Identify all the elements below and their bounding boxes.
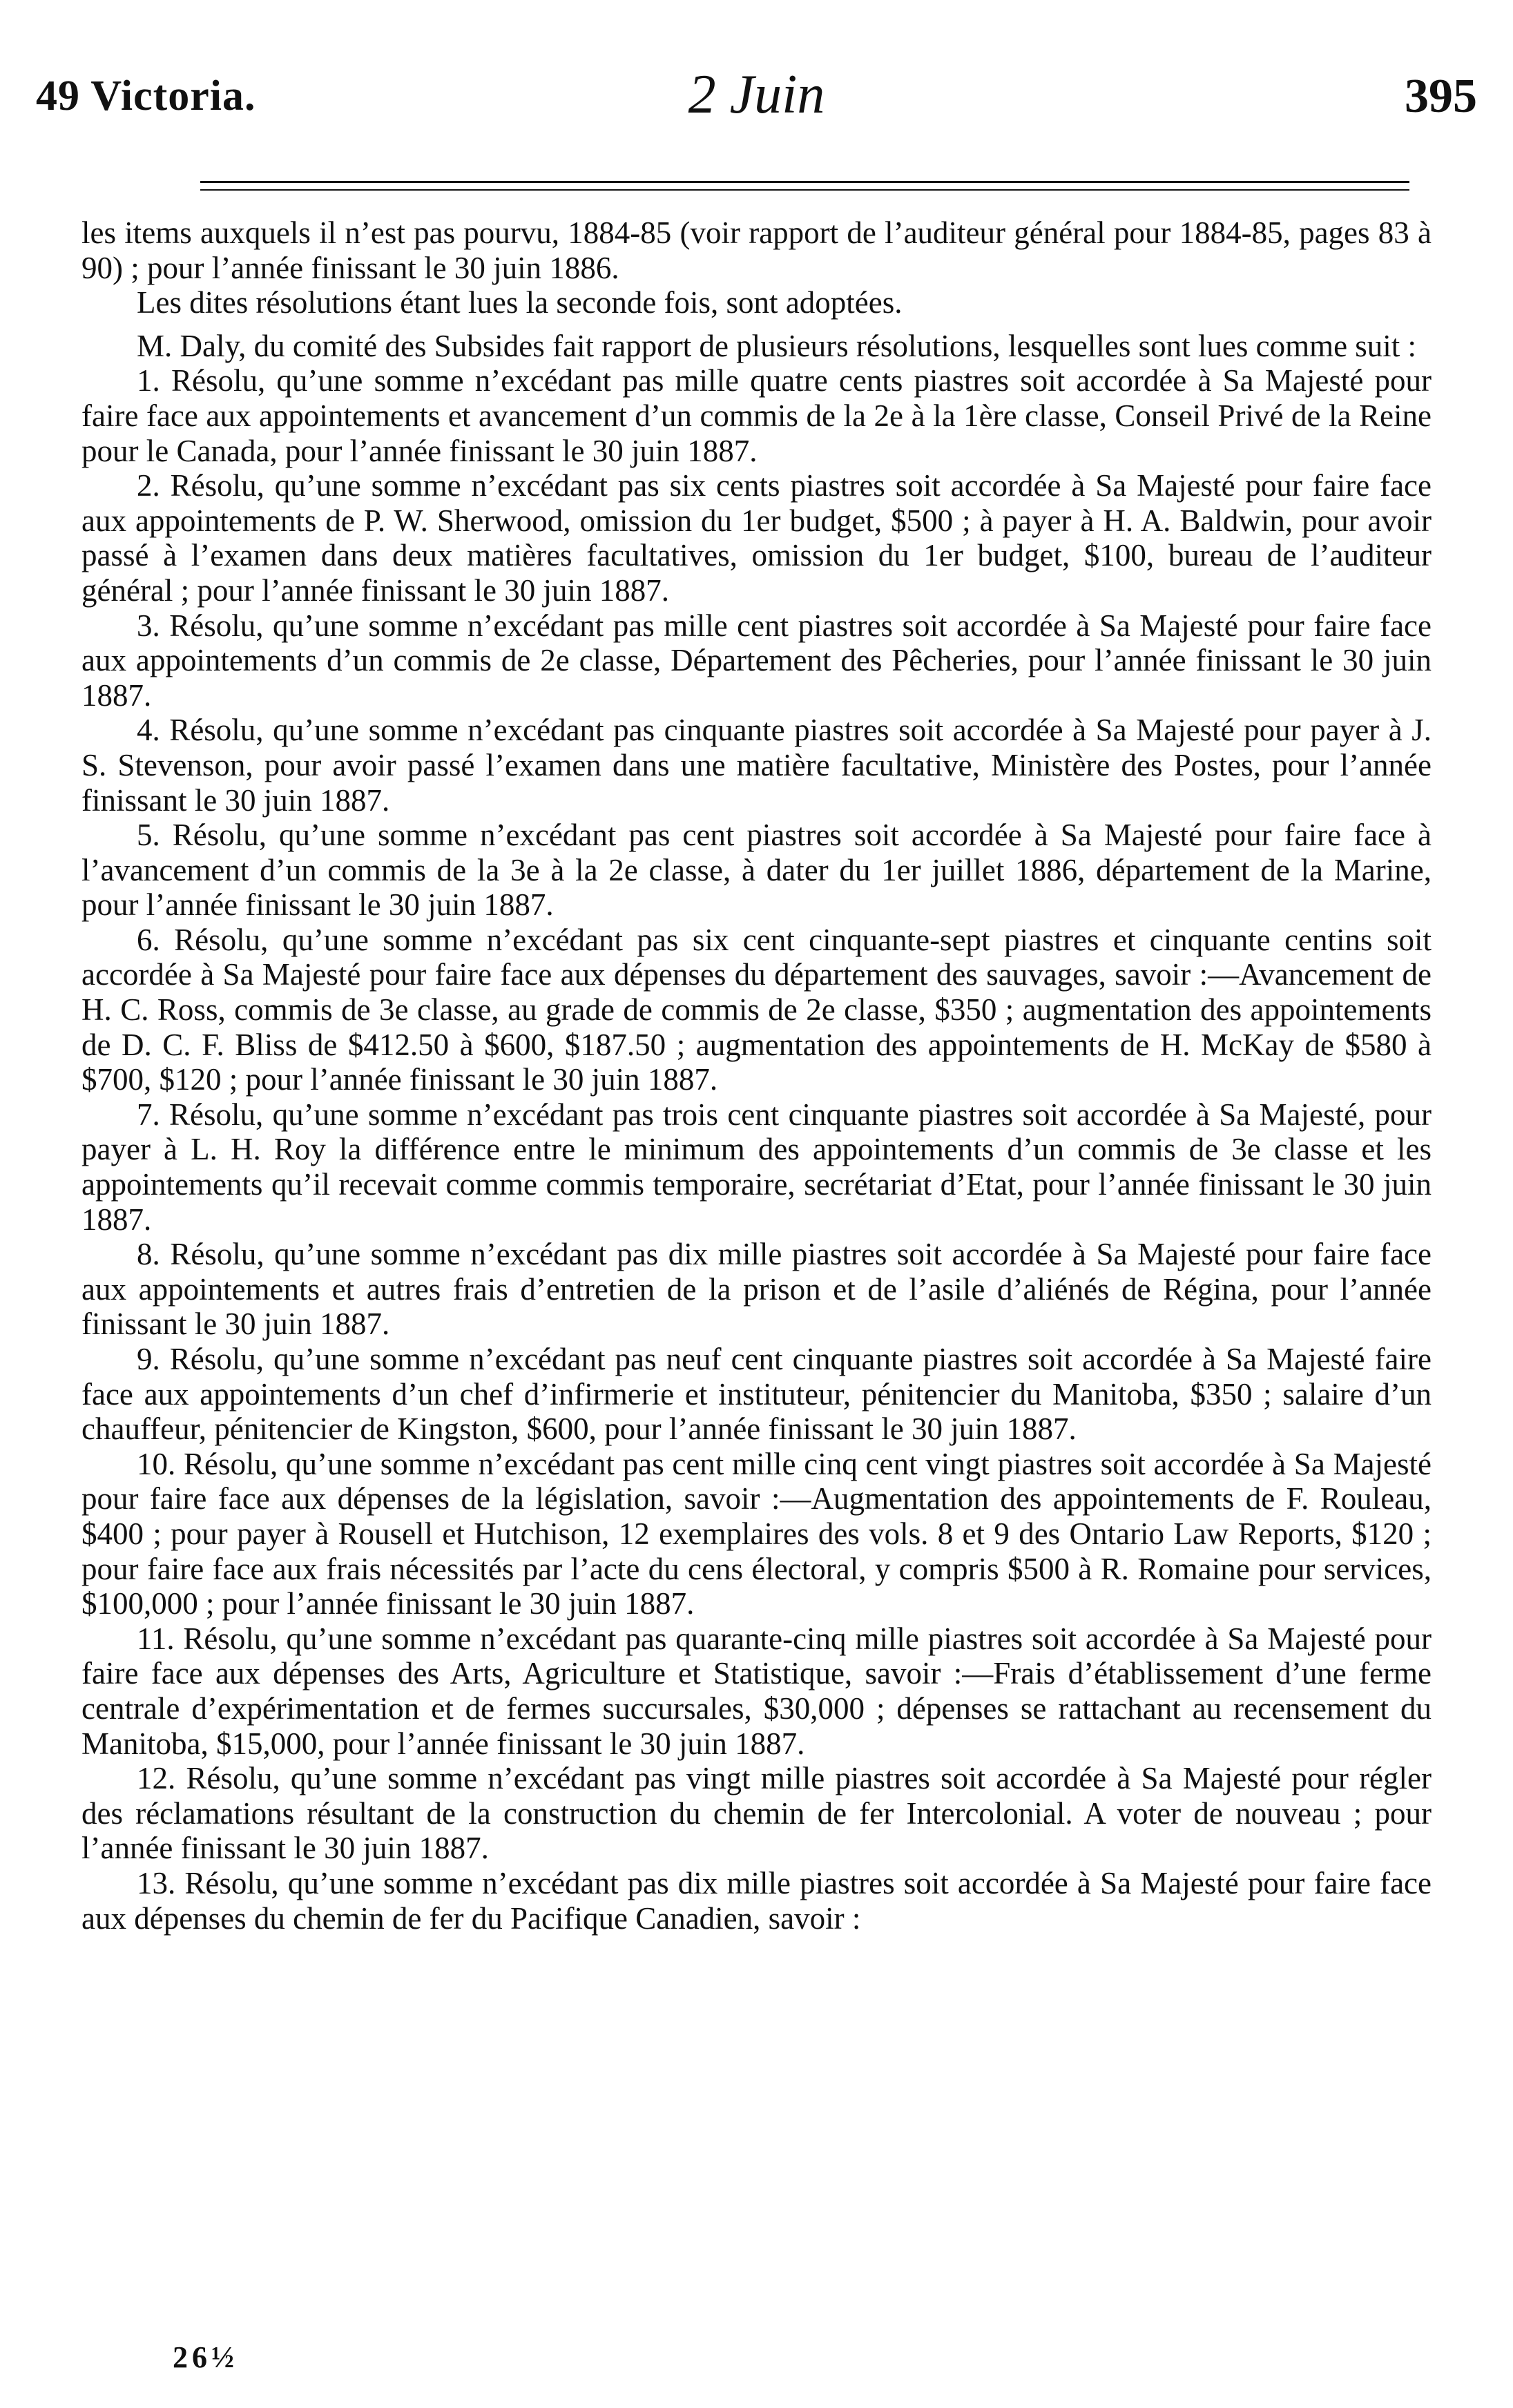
resolution-5: 5. Résolu, qu’une somme n’excédant pas cent piastres soit accordée à Sa Majesté pour faire face à l’avancement d’un commis de la 3e à la 2e classe, à dater du 1er juillet 1886, département de la Marine, pour l’année finissant le 30 juin 1887. [81,818,1432,923]
paragraph: Les dites résolutions étant lues la seconde fois, sont adoptées. [137,285,903,320]
resolution-11: 11. Résolu, qu’une somme n’excédant pas quarante-cinq mille piastres soit accordée à Sa Majesté pour faire face aux dépenses des Arts, Agriculture et Statistique, savoir :—Frais d’établissement d’une ferme centrale d’expérimentation et de fermes succursales, $30,000 ; dépenses se rattachant au recensement du Manitoba, $15,000, pour l’année finissant le 30 juin 1887. [81,1621,1432,1761]
resolution-2: 2. Résolu, qu’une somme n’excédant pas six cents piastres soit accordée à Sa Majesté pour faire face aux appointements de P. W. Sherwood, omission du 1er budget, $500 ; à payer à H. A. Baldwin, pour avoir passé à l’examen dans deux matières facultatives, omission du 1er budget, $100, bureau de l’auditeur général ; pour l’année finissant le 30 juin 1887. [81,468,1432,608]
signature-mark: 26½ [173,2340,238,2374]
paragraph: M. Daly, du comité des Subsides fait rapport de plusieurs résolutions, lesquelles sont lues comme suit : [137,328,1417,363]
resolution-7: 7. Résolu, qu’une somme n’excédant pas trois cent cinquante piastres soit accordée à Sa Majesté, pour payer à L. H. Roy la différence entre le minimum des appointements d’un commis de 3e classe et les appointements qu’il recevait comme commis temporaire, secrétariat d’Etat, pour l’année finissant le 30 juin 1887. [81,1097,1432,1237]
resolution-9: 9. Résolu, qu’une somme n’excédant pas neuf cent cinquante piastres soit accordée à Sa Majesté faire face aux appointements d’un chef d’infirmerie et instituteur, pénitencier du Manitoba, $350 ; salaire d’un chauffeur, pénitencier de Kingston, $600, pour l’année finissant le 30 juin 1887. [81,1342,1432,1447]
resolution-6: 6. Résolu, qu’une somme n’excédant pas six cent cinquante-sept piastres et cinquante centins soit accordée à Sa Majesté pour faire face aux dépenses du département des sauvages, savoir :—Avancement de H. C. Ross, commis de 3e classe, au grade de commis de 2e classe, $350 ; augmentation des appointements de D. C. F. Bliss de $412.50 à $600, $187.50 ; augmentation des appointements de H. McKay de $580 à $700, $120 ; pour l’année finissant le 30 juin 1887. [81,922,1432,1097]
resolution-4: 4. Résolu, qu’une somme n’excédant pas cinquante piastres soit accordée à Sa Majesté pour payer à J. S. Stevenson, pour avoir passé l’examen dans une matière facultative, Ministère des Postes, pour l’année finissant le 30 juin 1887. [81,713,1432,818]
resolution-1: 1. Résolu, qu’une somme n’excédant pas mille quatre cents piastres soit accordée à Sa Majesté pour faire face aux appointements et avancement d’un commis de la 2e à la 1ère classe, Conseil Privé de la Reine pour le Canada, pour l’année finissant le 30 juin 1887. [81,363,1432,468]
date-heading: 2 Juin [688,64,825,125]
paragraph: les items auxquels il n’est pas pourvu, 1884-85 (voir rapport de l’auditeur général pour 1884-85, pages 83 à 90) ; pour l’année finissant le 30 juin 1886. [81,215,1432,285]
resolution-3: 3. Résolu, qu’une somme n’excédant pas mille cent piastres soit accordée à Sa Majesté pour faire face aux appointements d’un commis de 2e classe, Département des Pêcheries, pour l’année finissant le 30 juin 1887. [81,608,1432,713]
resolution-12: 12. Résolu, qu’une somme n’excédant pas vingt mille piastres soit accordée à Sa Majesté pour régler des réclamations résultant de la construction du chemin de fer Intercolonial. A voter de nouveau ; pour l’année finissant le 30 juin 1887. [81,1761,1432,1866]
resolution-10: 10. Résolu, qu’une somme n’excédant pas cent mille cinq cent vingt piastres soit accordée à Sa Majesté pour faire face aux dépenses de la législation, savoir :—Augmentation des appointements de F. Rouleau, $400 ; pour payer à Rousell et Hutchison, 12 exemplaires des vols. 8 et 9 des Ontario Law Reports, $120 ; pour faire face aux frais nécessités par l’acte du cens électoral, y compris $500 à R. Romaine pour services, $100,000 ; pour l’année finissant le 30 juin 1887. [81,1446,1432,1621]
volume-label: 49 Victoria. [36,73,256,119]
page-number: 395 [1405,70,1477,123]
page-body [81,215,1432,1936]
header-rule [200,181,1409,183]
page-header [36,64,1477,146]
resolution-13: 13. Résolu, qu’une somme n’excédant pas dix mille piastres soit accordée à Sa Majesté pour faire face aux dépenses du chemin de fer du Pacifique Canadien, savoir : [81,1865,1432,1936]
header-rule-thin [200,189,1409,191]
resolution-8: 8. Résolu, qu’une somme n’excédant pas dix mille piastres soit accordée à Sa Majesté pour faire face aux appointements et autres frais d’entretien de la prison et de l’asile d’aliénés de Régina, pour l’année finissant le 30 juin 1887. [81,1237,1432,1342]
